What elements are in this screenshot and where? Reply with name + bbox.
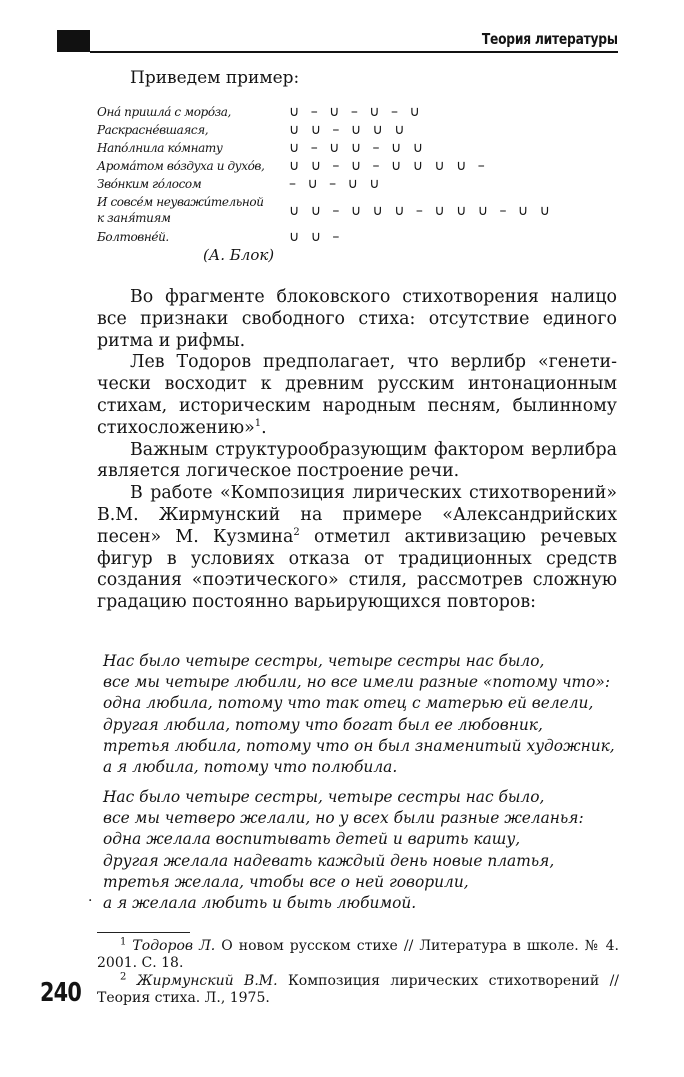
- verse-line: И совсе́м неуважи́тельной к заня́тиям: [97, 195, 264, 225]
- quote-line: одна желала воспитывать детей и варить кашу,: [103, 830, 521, 849]
- paragraph: [97, 483, 617, 614]
- footnote-mark: 1: [120, 936, 127, 948]
- header-rule: [90, 51, 618, 53]
- intro-line: Приведем пример:: [130, 68, 300, 88]
- metric-pattern: ∪ – ∪ – ∪ – ∪: [289, 104, 420, 120]
- verse-line: Зво́нким го́лосом: [97, 177, 202, 191]
- running-head: Теория литературы: [482, 30, 618, 48]
- quote-line: третья желала, чтобы все о ней говорили,: [103, 872, 469, 891]
- quote-stanza-1: [103, 651, 618, 778]
- metric-pattern: – ∪ – ∪ ∪: [289, 176, 380, 192]
- quote-line: Нас было четыре сестры, четыре сестры нас было,: [103, 652, 545, 670]
- quote-line: другая желала надевать каждый день новые платья,: [103, 851, 555, 870]
- stray-print-mark: ·: [88, 893, 93, 909]
- footnote-text: О новом русском стихе // Литература в школе. № 4. 2001. С. 18.: [97, 938, 620, 972]
- verse-line: Напо́лнила ко́мнату: [97, 141, 223, 155]
- paragraph-text: В работе «Композиция лирических стихотворений» В.М. Жирмунский на примере «Александрийских песен» М. Кузмина: [97, 483, 617, 547]
- paragraph-end: .: [261, 417, 267, 438]
- footnote-ref: 2: [293, 526, 300, 538]
- quote-line: Нас было четыре сестры, четыре сестры нас было,: [103, 788, 545, 806]
- quote-line: а я желала любить и быть любимой.: [103, 894, 417, 913]
- quote-line: третья любила, потому что он был знаменитый художник,: [103, 736, 615, 755]
- body-text: [97, 287, 617, 614]
- footnote: [97, 938, 619, 973]
- quote-line: все мы четверо желали, но у всех были разные желанья:: [103, 809, 584, 828]
- scansion-row: [97, 157, 617, 175]
- metric-pattern: ∪ ∪ – ∪ ∪ ∪ – ∪ ∪ ∪ – ∪ ∪: [289, 203, 550, 219]
- paragraph: Во фрагменте блоковского стихотворения налицо все признаки свободного стиха: отсутствие единого ритма и рифмы.: [97, 287, 617, 351]
- metric-pattern: ∪ – ∪ ∪ – ∪ ∪: [289, 140, 423, 156]
- footnotes: [97, 938, 619, 1008]
- metric-pattern: ∪ ∪ –: [289, 229, 340, 245]
- footnote-ref: 1: [254, 417, 262, 429]
- quote-line: а я любила, потому что полюбила.: [103, 758, 398, 777]
- verse-line: Болтовне́й.: [97, 230, 169, 244]
- quote-stanza-2: [103, 787, 618, 914]
- scansion-row: [97, 139, 617, 157]
- metric-pattern: ∪ ∪ – ∪ ∪ ∪: [289, 122, 405, 138]
- quote-line: все мы четыре любили, но все имели разные «потому что»:: [103, 673, 611, 692]
- scansion-table: [97, 103, 617, 246]
- poem-attribution: (А. Блок): [203, 246, 275, 264]
- scansion-row: [97, 175, 617, 193]
- scansion-row: [97, 193, 617, 228]
- footnote-text: Композиция лирических стихотворений // Теория стиха. Л., 1975.: [97, 972, 620, 1007]
- scansion-row: [97, 228, 617, 246]
- paragraph: Важным структурообразующим фактором верлибра является логическое построение речи.: [97, 439, 617, 482]
- footnote-author: Тодоров Л.: [132, 938, 216, 954]
- verse-line: Раскрасне́вшаяся,: [97, 123, 209, 137]
- paragraph-text: Лев Тодоров предполагает, что верлибр «генетически восходит к древним русским интонационным стихам, историческим народным песням, былинному стихосложению»: [97, 352, 617, 438]
- scansion-row: [97, 103, 617, 121]
- header-black-block: [57, 30, 90, 52]
- page-number: 240: [40, 978, 82, 1008]
- scansion-row: [97, 121, 617, 139]
- paragraph: [97, 352, 617, 439]
- verse-line: Она́ пришла́ с моро́за,: [97, 105, 231, 119]
- footnote-rule: [97, 932, 190, 933]
- quote-line: одна любила, потому что так отец с матерью ей велели,: [103, 694, 594, 713]
- footnote-mark: 2: [120, 971, 127, 983]
- verse-line: Арома́том во́здуха и духо́в,: [97, 159, 265, 173]
- footnote-author: Жирмунский В.М.: [136, 972, 278, 989]
- paragraph-text: отметил активизацию речевых фигур в условиях отказа от традиционных средств создания «поэтического» стиля, рассмотрев сложную градацию постоянно варьирующихся повторов:: [97, 526, 617, 613]
- footnote: [97, 973, 619, 1008]
- quote-line: другая любила, потому что богат был ее любовник,: [103, 715, 543, 734]
- metric-pattern: ∪ ∪ – ∪ – ∪ ∪ ∪ ∪ –: [289, 158, 485, 174]
